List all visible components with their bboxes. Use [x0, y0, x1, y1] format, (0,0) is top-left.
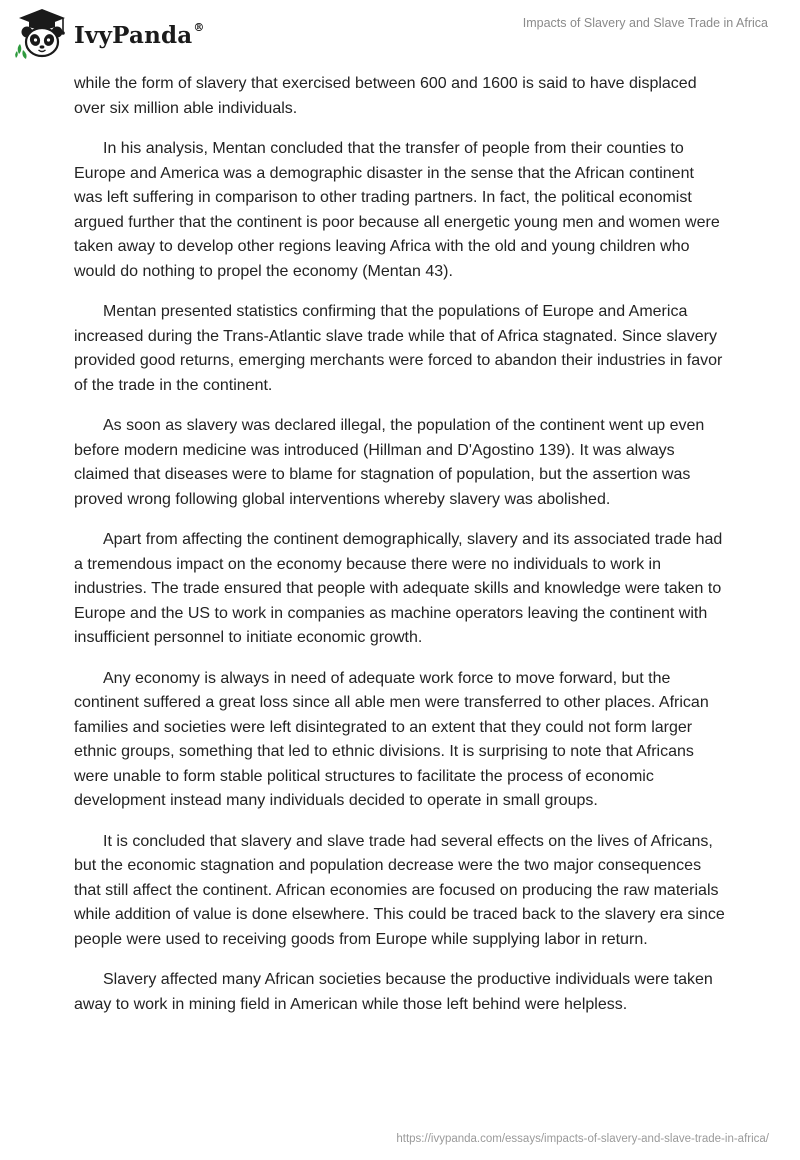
- paragraph: Mentan presented statistics confirming that the populations of Europe and America increased during the Trans-Atlantic slave trade while that of Africa stagnated. Since slavery provided good returns, emerging merchants were forced to abandon their industries in favor of the trade in the continent.: [74, 303, 723, 394]
- brand-name: IvyPanda®: [74, 20, 205, 49]
- paragraph: while the form of slavery that exercised between 600 and 1600 is said to have displaced over six million able individuals.: [74, 75, 697, 117]
- paragraph: Slavery affected many African societies because the productive individuals were taken away to work in mining field in American while those left behind were helpless.: [74, 971, 713, 1013]
- paragraph: Any economy is always in need of adequate work force to move forward, but the continent suffered a great loss since all able men were transferred to other places. African families and societies were left disintegrated to an extent that they could not form larger ethnic groups, something that led to ethnic divisions. It is surprising to note that Africans were unable to form stable political structures to facilitate the process of economic development instead many individuals decided to operate in small groups.: [74, 669, 709, 809]
- paragraph: In his analysis, Mentan concluded that the transfer of people from their counties to Europe and America was a demographic disaster in the sense that the African continent was left suffering in comparison to other trading partners. In fact, the political economist argued further that the continent is poor because all energetic young men and women were taken away to develop other regions leaving Africa with the old and young children who would do nothing to propel the economy (Mentan 43).: [74, 140, 720, 280]
- panda-graduate-icon: [14, 7, 70, 61]
- paragraph: It is concluded that slavery and slave trade had several effects on the lives of Africans, but the economic stagnation and population decrease were the two major consequences that still affect the continent. African economies are focused on producing the raw materials while addition of value is done elsewhere. This could be traced back to the slavery era since people were used to receiving goods from Europe while supplying labor in return.: [74, 832, 725, 948]
- brand-logo[interactable]: [14, 7, 205, 61]
- document-title: Impacts of Slavery and Slave Trade in Africa: [522, 16, 768, 30]
- source-url-link[interactable]: https://ivypanda.com/essays/impacts-of-slavery-and-slave-trade-in-africa/: [396, 1133, 769, 1145]
- essay-body: [74, 72, 726, 1033]
- paragraph: As soon as slavery was declared illegal, the population of the continent went up even before modern medicine was introduced (Hillman and D'Agostino 139). It was always claimed that diseases were to blame for stagnation of population, but the assertion was proved wrong following global interventions whereby slavery was abolished.: [74, 417, 705, 508]
- page-header: [0, 0, 800, 70]
- paragraph: Apart from affecting the continent demographically, slavery and its associated trade had a tremendous impact on the economy because there were no individuals to work in industries. The trade ensured that people with adequate skills and knowledge were taken to Europe and the US to work in companies as machine operators leaving the continent with insufficient personnel to initiate economic growth.: [74, 531, 723, 646]
